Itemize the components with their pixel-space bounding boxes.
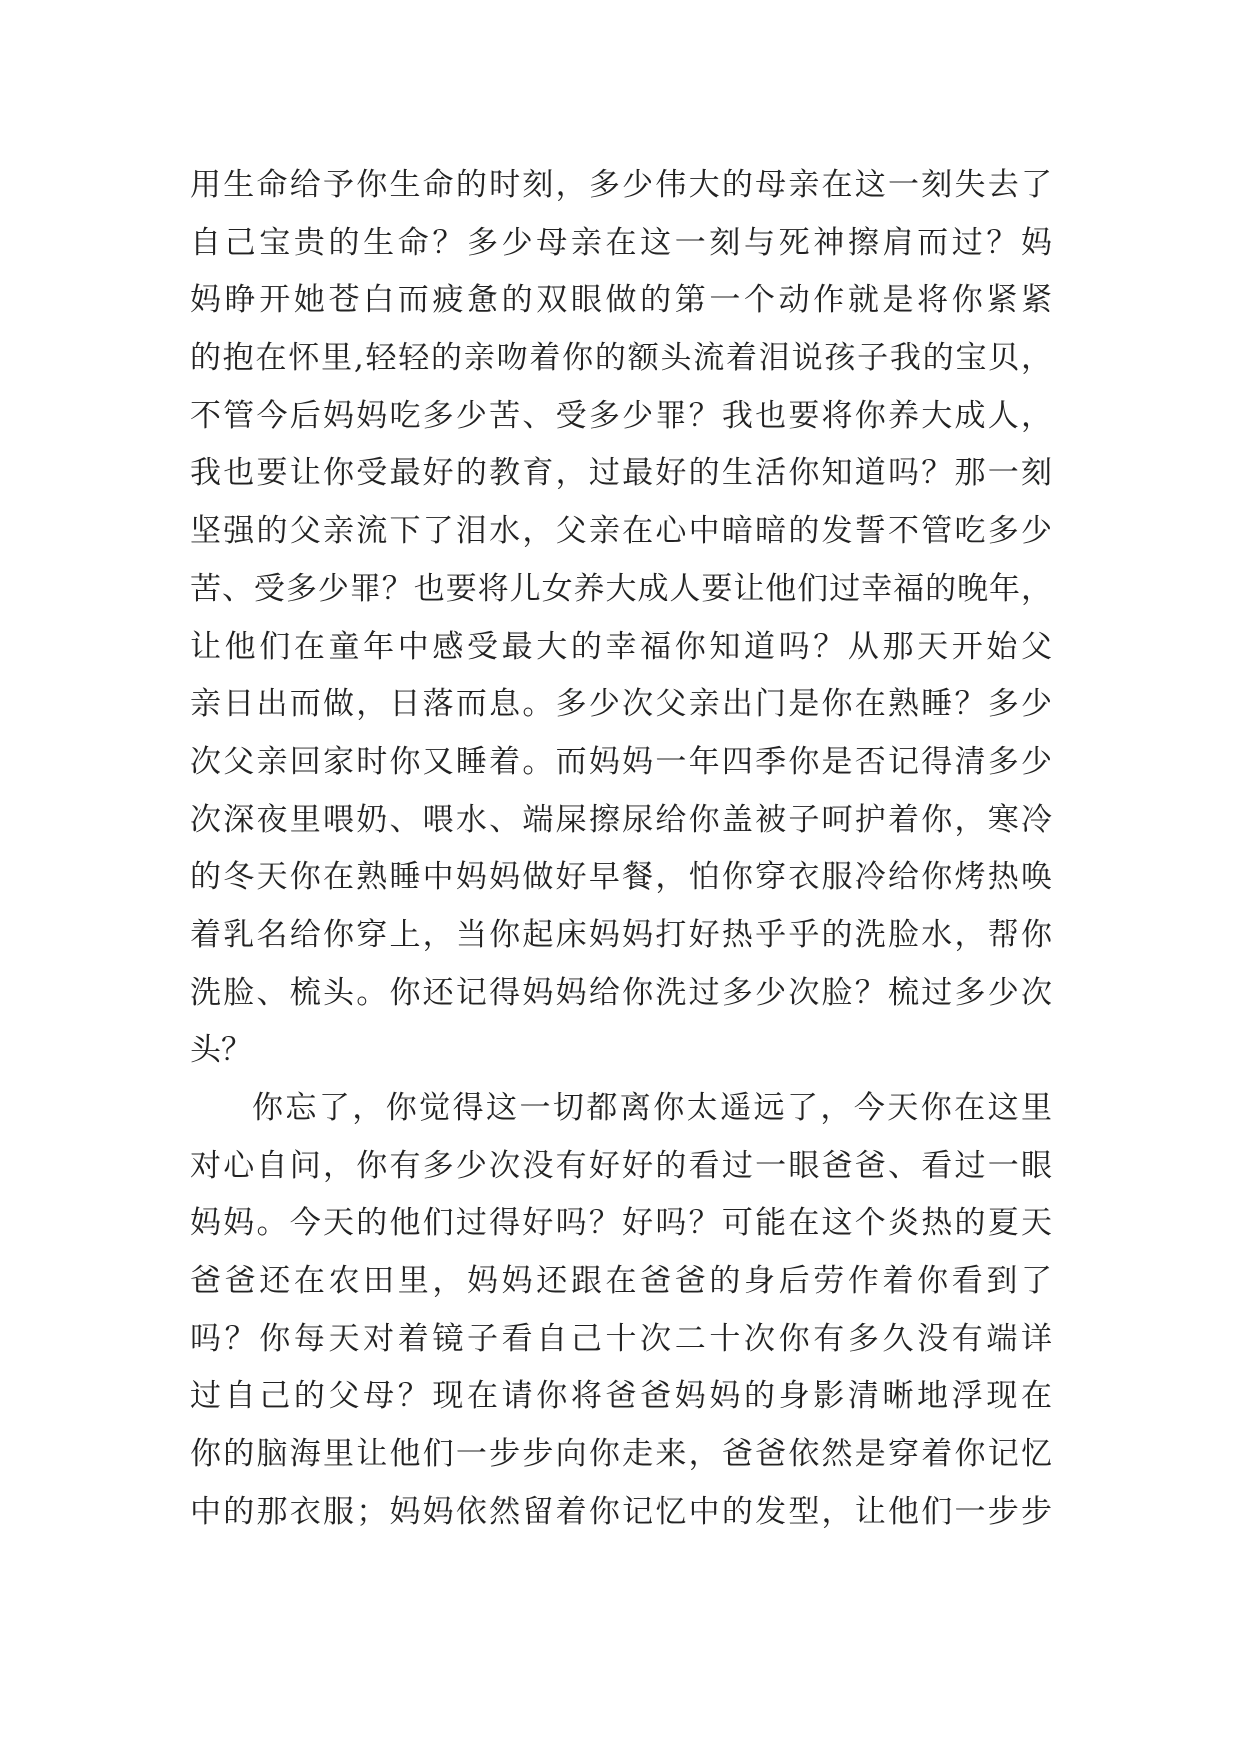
text-line: 吗？你每天对着镜子看自己十次二十次你有多久没有端详 (190, 1320, 1052, 1357)
text-line: 自己宝贵的生命？多少母亲在这一刻与死神擦肩而过？妈 (190, 224, 1052, 261)
text-line: 的抱在怀里,轻轻的亲吻着你的额头流着泪说孩子我的宝贝， (190, 340, 1052, 377)
paragraph-1 (190, 157, 1052, 1080)
text-line: 让他们在童年中感受最大的幸福你知道吗？从那天开始父 (190, 628, 1052, 665)
text-line: 不管今后妈妈吃多少苦、受多少罪？我也要将你养大成人， (190, 397, 1052, 434)
text-line: 次深夜里喂奶、喂水、端屎擦尿给你盖被子呵护着你，寒冷 (190, 801, 1052, 838)
text-line: 爸爸还在农田里，妈妈还跟在爸爸的身后劳作着你看到了 (190, 1263, 1052, 1300)
text-line: 苦、受多少罪？也要将儿女养大成人要让他们过幸福的晚年， (190, 570, 1052, 607)
text-line: 头？ (190, 1032, 252, 1069)
text-line: 用生命给予你生命的时刻，多少伟大的母亲在这一刻失去了 (190, 167, 1052, 203)
text-line: 着乳名给你穿上，当你起床妈妈打好热乎乎的洗脸水，帮你 (190, 916, 1052, 953)
text-line: 对心自问，你有多少次没有好好的看过一眼爸爸、看过一眼 (190, 1147, 1052, 1184)
text-line: 我也要让你受最好的教育，过最好的生活你知道吗？那一刻 (190, 455, 1052, 492)
text-line: 次父亲回家时你又睡着。而妈妈一年四季你是否记得清多少 (190, 743, 1052, 780)
text-line: 洗脸、梳头。你还记得妈妈给你洗过多少次脸？梳过多少次 (190, 974, 1052, 1011)
text-line: 的冬天你在熟睡中妈妈做好早餐，怕你穿衣服冷给你烤热唤 (190, 859, 1052, 896)
text-line: 亲日出而做，日落而息。多少次父亲出门是你在熟睡？多少 (190, 686, 1052, 723)
text-line: 妈睁开她苍白而疲惫的双眼做的第一个动作就是将你紧紧 (190, 282, 1052, 319)
text-line: 你的脑海里让他们一步步向你走来，爸爸依然是穿着你记忆 (190, 1436, 1052, 1473)
text-line: 中的那衣服；妈妈依然留着你记忆中的发型，让他们一步步 (190, 1493, 1052, 1530)
text-line: 你忘了，你觉得这一切都离你太遥远了，今天你在这里 (252, 1090, 1052, 1126)
text-line: 过自己的父母？现在请你将爸爸妈妈的身影清晰地浮现在 (190, 1378, 1052, 1415)
text-line: 坚强的父亲流下了泪水，父亲在心中暗暗的发誓不管吃多少 (190, 513, 1052, 550)
body-text (190, 157, 1052, 1542)
text-line: 妈妈。今天的他们过得好吗？好吗？可能在这个炎热的夏天 (190, 1205, 1052, 1242)
paragraph-2 (190, 1080, 1052, 1542)
